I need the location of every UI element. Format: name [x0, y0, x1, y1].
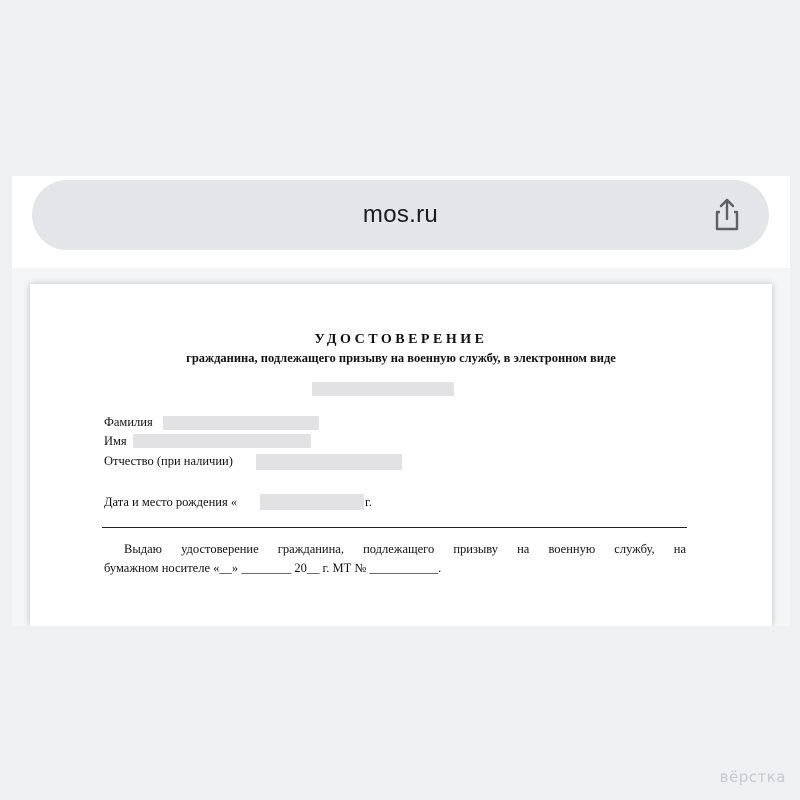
url-text[interactable]: mos.ru	[362, 201, 439, 228]
share-button[interactable]	[707, 195, 747, 235]
separator-line	[102, 527, 687, 528]
redacted-name	[133, 434, 311, 448]
watermark-logo: вёрстка	[719, 768, 786, 786]
redacted-surname	[163, 416, 319, 430]
address-bar[interactable]	[32, 180, 769, 250]
birth-suffix: г.	[365, 495, 372, 509]
redacted-birth	[260, 494, 364, 510]
issue-statement-line2: бумажном носителе «__» ________ 20__ г. МТ № ___________.	[104, 561, 442, 575]
name-label: Имя	[104, 434, 127, 448]
browser-toolbar	[12, 176, 790, 268]
redacted-patronymic	[256, 454, 402, 470]
document-title: УДОСТОВЕРЕНИЕ	[314, 332, 488, 347]
birth-label: Дата и место рождения «	[104, 495, 238, 509]
surname-label: Фамилия	[104, 415, 153, 429]
document-page	[30, 284, 772, 626]
phone-screen	[12, 176, 790, 626]
share-icon	[707, 195, 747, 235]
issue-statement-line1: Выдаю удостоверение гражданина, подлежащего призыву на военную службу, на	[124, 542, 686, 556]
document-subtitle: гражданина, подлежащего призыву на военную службу, в электронном виде	[186, 351, 616, 365]
web-content	[12, 268, 790, 626]
patronymic-label: Отчество (при наличии)	[104, 454, 233, 468]
redacted-id-number	[312, 382, 454, 396]
